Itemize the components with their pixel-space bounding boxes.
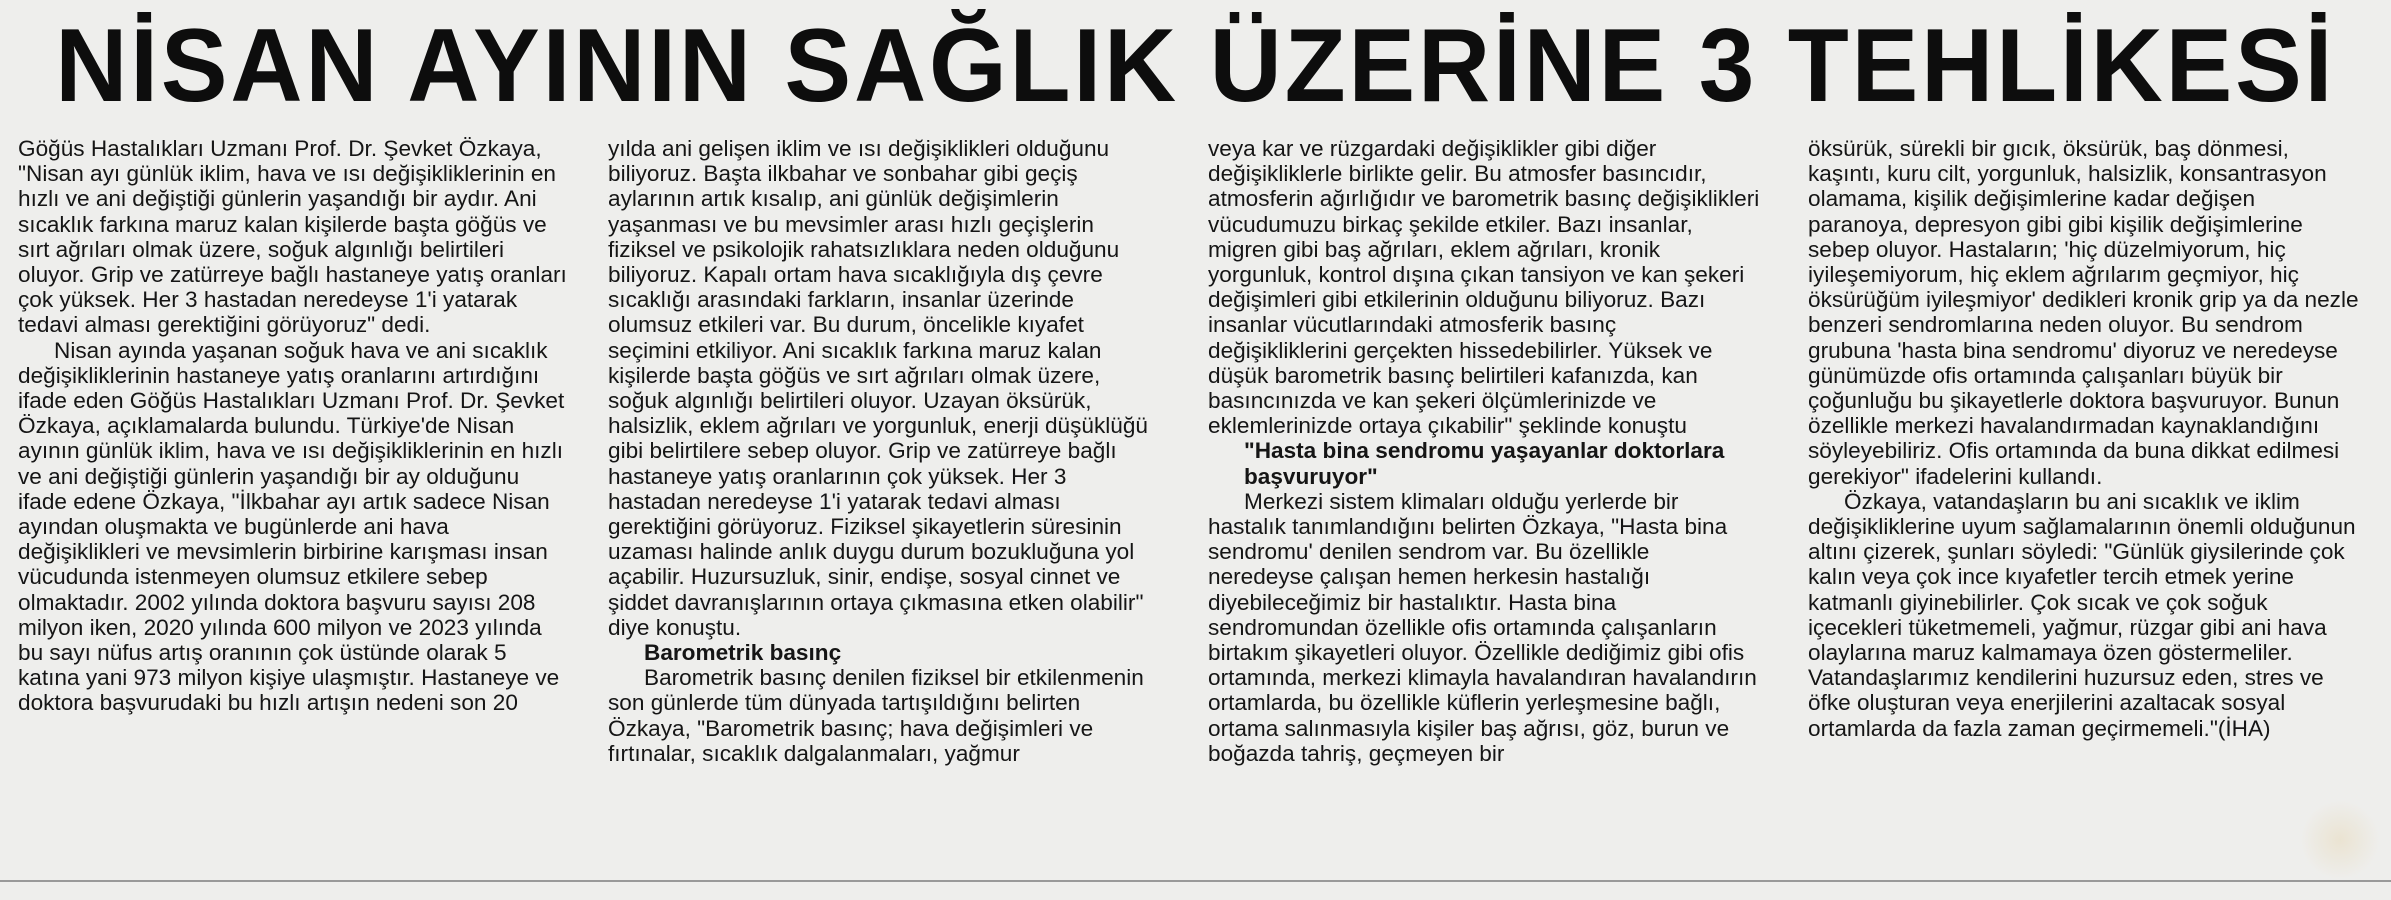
article-column-2 [608,136,1160,866]
paragraph: Özkaya, vatandaşların bu ani sıcaklık ve iklim değişikliklerine uyum sağlamalarının önemli olduğunun altını çizerek, şunları söyledi: "Günlük giysilerinde çok kalın veya çok ince kıyafetler tercih etmek yerine katmanlı giyinebilirler. Çok sıcak ve çok soğuk içecekleri tüketmemeli, yağmur, rüzgar gibi ani hava olaylarına maruz kalmamaya özen göstermeliler. Vatandaşlarımız kendilerini huzursuz eden, stres ve öfke oluşturan veya enerjilerini azaltacak sosyal ortamlarda da fazla zaman geçirmemeli."(İHA) [1808,488,2356,741]
article-column-1 [18,136,570,866]
paragraph: Göğüs Hastalıkları Uzmanı Prof. Dr. Şevket Özkaya, "Nisan ayı günlük iklim, hava ve ısı değişikliklerinin en hızlı ve ani değiştiği günlerin yaşandığı bir aydır. Ani sıcaklık farkına maruz kalan kişilerde başta göğüs ve sırt ağrıları olmak üzere, soğuk algınlığı belirtileri oluyor. Grip ve zatürreye bağlı hastaneye yatış oranları çok yüksek. Her 3 hastadan neredeyse 1'i yatarak tedavi alması gerektiğini görüyoruz" dedi. [18,136,567,338]
subheading-hasta-bina: "Hasta bina sendromu yaşayanlar doktorlara başvuruyor" [1244,438,1725,489]
article-column-4 [1808,136,2360,866]
subheading-barometrik: Barometrik basınç [644,640,842,666]
paragraph: öksürük, sürekli bir gıcık, öksürük, baş dönmesi, kaşıntı, kuru cilt, yorgunluk, halsizlik, konsantrasyon olamama, kişilik değişimlerine kadar değişen paranoya, depresyon gibi gibi kişilik değişimlerine sebep oluyor. Hastaların; 'hiç düzelmiyorum, hiç iyileşemiyorum, hiç eklem ağrılarım geçmiyor, hiç öksürüğüm iyileşmiyor' dedikleri kronik grip ya da nezle benzeri sendromlarına neden oluyor. Bu sendrom grubuna 'hasta bina sendromu' diyoruz ve neredeyse günümüzde ofis ortamında çalışanları büyük bir çoğunluğu bu şikayetlerle doktora başvuruyor. Bunun özellikle merkezi havalandırmadan kaynaklandığını söyleyebiliriz. Ofis ortamında da buna dikkat edilmesi gerekiyor" ifadelerini kullandı. [1808,136,2359,489]
paragraph: Merkezi sistem klimaları olduğu yerlerde bir hastalık tanımlandığını belirten Özkaya, "Hasta bina sendromu' denilen sendrom var. Bu özellikle neredeyse çalışan hemen herkesin hastalığı diyebileceğimiz bir hastalıktır. Hasta bina sendromundan özellikle ofis ortamında çalışanların birtakım şikayetleri oluyor. Özellikle dediğimiz gibi ofis ortamında, merkezi klimayla havalandıran havalandırın ortamlarda, bu özellikle küflerin yerleşmesine bağlı, ortama salınmasıyla kişiler baş ağrısı, göz, burun ve boğazda tahriş, geçmeyen bir [1208,488,1757,766]
paragraph: veya kar ve rüzgardaki değişiklikler gibi diğer değişikliklerle birlikte gelir. Bu atmosfer basıncıdır, atmosferin ağırlığıdır ve barometrik basınç değişiklikleri vücudumuzu birkaç şekilde etkiler. Bazı insanlar, migren gibi baş ağrıları, eklem ağrıları, kronik yorgunluk, kontrol dışına çıkan tansiyon ve kan şekeri değişimleri gibi etkilerinin olduğunu biliyoruz. Bazı insanlar vücutlarındaki atmosferik basınç değişikliklerini gerçekten hissedebilirler. Yüksek ve düşük barometrik basınç belirtileri kafanızda, kan basıncınızda ve kan şekeri ölçümlerinizde ve eklemlerinizde ortaya çıkabilir" şeklinde konuştu [1208,136,1760,439]
bottom-divider [0,880,2391,882]
page-corner-stain [2300,800,2380,880]
article-column-3 [1208,136,1760,866]
paragraph: Nisan ayında yaşanan soğuk hava ve ani sıcaklık değişikliklerinin hastaneye yatış oranlarını artırdığını ifade eden Göğüs Hastalıkları Uzmanı Prof. Dr. Şevket Özkaya, açıklamalarda bulundu. Türkiye'de Nisan ayının günlük iklim, hava ve ısı değişikliklerinin en hızlı ve ani değiştiği günlerin yaşandığı bir ay olduğunu ifade edene Özkaya, "İlkbahar ayı artık sadece Nisan ayından oluşmakta ve bugünlerde ani hava değişiklikleri ve mevsimlerin birbirine karışması insan vücudunda istenmeyen olumsuz etkilere sebep olmaktadır. 2002 yılında doktora başvuru sayısı 208 milyon iken, 2020 yılında 600 milyon ve 2023 yılında bu sayı nüfus artış oranının çok üstünde olarak 5 katına yani 973 milyon kişiye ulaşmıştır. Hastaneye ve doktora başvurudaki bu hızlı artışın nedeni son 20 [18,337,565,716]
paragraph: yılda ani gelişen iklim ve ısı değişiklikleri olduğunu biliyoruz. Başta ilkbahar ve sonbahar gibi geçiş aylarının artık kısalıp, ani günlük değişimlerin yaşanması ve bu mevsimler arası hızlı geçişlerin fiziksel ve psikolojik rahatsızlıklara neden olduğunu biliyoruz. Kapalı ortam hava sıcaklığıyla dış çevre sıcaklığı arasındaki farkların, insanlar üzerinde olumsuz etkileri var. Bu durum, öncelikle kıyafet seçimini etkiliyor. Ani sıcaklık farkına maruz kalan kişilerde başta göğüs ve sırt ağrıları olmak üzere, soğuk algınlığı belirtileri oluyor. Uzayan öksürük, halsizlik, eklem ağrıları ve yorgunluk, enerji düşüklüğü gibi belirtilere sebep oluyor. Grip ve zatürreye bağlı hastaneye yatış oranlarının çok yüksek. Her 3 hastadan neredeyse 1'i yatarak tedavi alması gerektiğini görüyoruz. Fiziksel şikayetlerin süresinin uzaması halinde anlık duygu durum bozukluğuna yol açabilir. Huzursuzluk, sinir, endişe, sosyal cinnet ve şiddet davranışlarının ortaya çıkmasına etken olabilir" diye konuştu. [608,136,1148,640]
headline: NİSAN AYININ SAĞLIK ÜZERİNE 3 TEHLİKESİ [55,8,2336,124]
paragraph: Barometrik basınç denilen fiziksel bir etkilenmenin son günlerde tüm dünyada tartışıldığını belirten Özkaya, "Barometrik basınç; hava değişimleri ve fırtınalar, sıcaklık dalgalanmaları, yağmur [608,665,1144,766]
